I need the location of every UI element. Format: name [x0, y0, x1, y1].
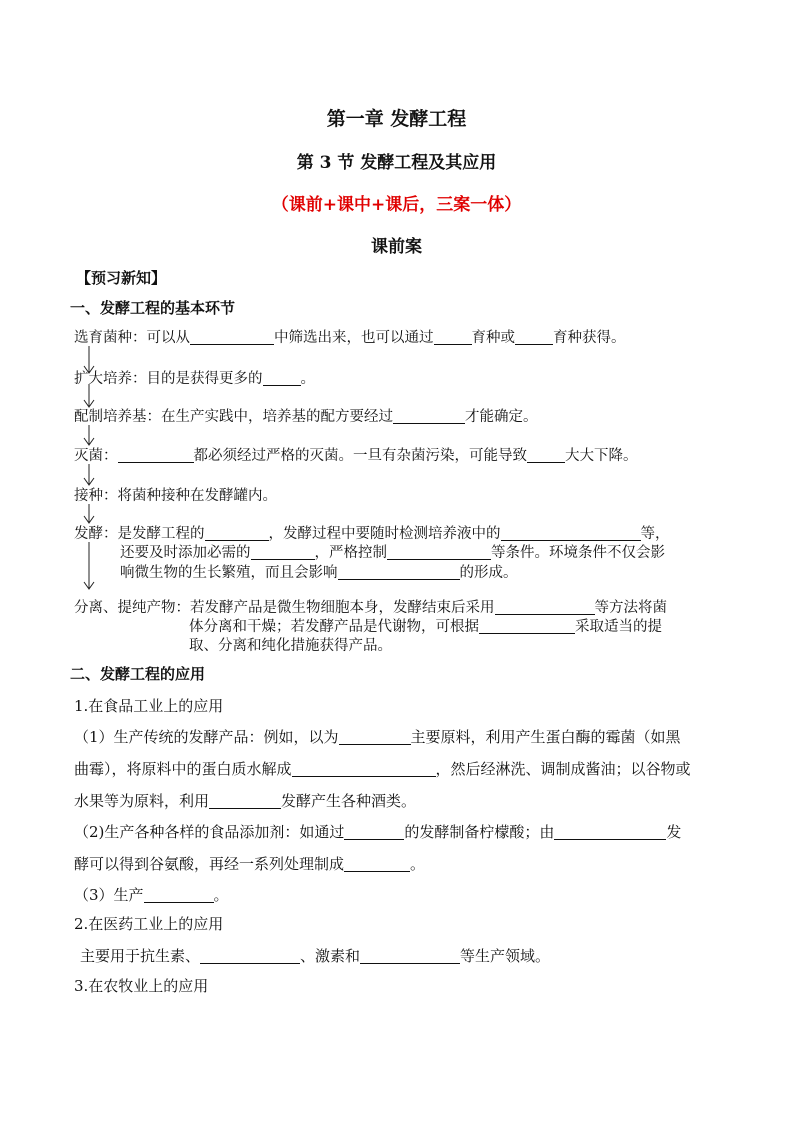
step-separate-line2 — [189, 617, 662, 637]
step-separate-line3 — [189, 636, 392, 656]
step4-text-b: 都必须经过严格的灭菌。一旦有杂菌污染，可能导致 — [193, 448, 527, 464]
step4-text-a: 灭菌： — [74, 448, 118, 464]
food-p2-text-c: 发 — [666, 823, 682, 841]
step6-text-g: 响微生物的生长繁殖，而且会影响 — [120, 565, 338, 581]
step7-text-a: 分离、提纯产物：若发酵产品是微生物细胞本身，发酵结束后采用 — [74, 600, 495, 616]
step1-text-a: 选育菌种：可以从 — [74, 330, 190, 346]
food-p3-text-b: 。 — [213, 886, 229, 904]
blank-medium-formula[interactable] — [393, 407, 465, 424]
preview-heading: 【预习新知】 — [76, 269, 167, 287]
step-ferment-line2 — [120, 543, 665, 563]
blank-sterilize-object[interactable] — [118, 446, 194, 463]
food-p2-text-b: 的发酵制备柠檬酸；由 — [404, 823, 555, 841]
step1-text-c: 育种或 — [471, 330, 515, 346]
subtitle: （课前+课中+课后，三案一体） — [271, 195, 522, 215]
food-p2-text-a: （2)生产各种各样的食品添加剂：如通过 — [74, 823, 345, 841]
blank-separate-basis[interactable] — [479, 617, 575, 634]
step6-text-b: ，发酵过程中要随时检测培养液中的 — [268, 526, 501, 542]
step4-text-c: 大大下降。 — [565, 448, 638, 464]
blank-breeding-1[interactable] — [434, 328, 472, 345]
step3-text-a: 配制培养基：在生产实践中，培养基的配方要经过 — [74, 409, 393, 425]
medicine-text-a: 主要用于抗生素、 — [80, 947, 201, 965]
blank-breeding-2[interactable] — [515, 328, 553, 345]
food-p2-text-d: 酵可以得到谷氨酸，再经一系列处理制成 — [74, 855, 345, 873]
blank-medicine-2[interactable] — [360, 947, 460, 964]
step6-text-f: 等条件。环境条件不仅会影 — [491, 545, 665, 561]
medicine-text-c: 等生产领域。 — [460, 947, 551, 965]
step-expand-culture — [74, 369, 315, 389]
step6-text-h: 的形成。 — [459, 565, 518, 581]
step-sterilize — [74, 446, 638, 466]
food-p1-text-e: 水果等为原料，利用 — [74, 792, 210, 810]
step5-text-a: 接种：将菌种接种在发酵罐内。 — [74, 488, 277, 504]
step7-text-e: 取、分离和纯化措施获得产品。 — [189, 638, 392, 654]
step-inoculate — [74, 486, 277, 506]
step-ferment-line3 — [120, 563, 518, 583]
blank-separate-method[interactable] — [495, 598, 595, 615]
medicine-text-b: 、激素和 — [300, 947, 361, 965]
agriculture-title: 3.在农牧业上的应用 — [74, 977, 209, 995]
step7-text-b: 等方法将菌 — [594, 600, 667, 616]
blank-ferment-control[interactable] — [387, 543, 491, 560]
step-select-strain — [74, 328, 626, 348]
step1-text-d: 育种获得。 — [553, 330, 626, 346]
food-p3-line — [74, 885, 229, 905]
step7-text-c: 体分离和干燥；若发酵产品是代谢物，可根据 — [189, 619, 479, 635]
blank-ferment-detect[interactable] — [501, 524, 641, 541]
food-p1-text-a: （1）生产传统的发酵产品：例如，以为 — [74, 728, 339, 746]
food-p1-text-f: 发酵产生各种酒类。 — [281, 792, 417, 810]
food-p1-line2 — [74, 759, 691, 779]
blank-glutamic-source[interactable] — [554, 823, 666, 840]
food-p1-text-d: ，然后经淋洗、调制成酱油；以谷物或 — [435, 760, 691, 778]
food-p3-text-a: （3）生产 — [74, 886, 144, 904]
step-prepare-medium — [74, 407, 538, 427]
section-title: 第 3 节 发酵工程及其应用 — [296, 153, 497, 173]
food-industry-title: 1.在食品工业上的应用 — [74, 697, 224, 715]
step-ferment-line1 — [74, 524, 670, 544]
food-p2-text-e: 。 — [410, 855, 426, 873]
food-p2-line2 — [74, 854, 425, 874]
blank-medicine-1[interactable] — [200, 947, 300, 964]
blank-culture-goal[interactable] — [263, 369, 301, 386]
step2-text-a: 扩大培养：目的是获得更多的 — [74, 371, 263, 387]
blank-food-hydrolysate[interactable] — [292, 760, 436, 777]
blank-decline[interactable] — [527, 446, 565, 463]
step3-text-b: 才能确定。 — [465, 409, 538, 425]
food-p2-line1 — [74, 822, 681, 842]
blank-ferment-core[interactable] — [205, 524, 269, 541]
medicine-industry-title: 2.在医药工业上的应用 — [74, 915, 224, 933]
blank-ferment-add[interactable] — [251, 543, 315, 560]
step6-text-c: 等， — [640, 526, 670, 542]
part-title: 课前案 — [371, 237, 422, 257]
step6-text-a: 发酵：是发酵工程的 — [74, 526, 205, 542]
blank-food-yeast[interactable] — [209, 792, 281, 809]
blank-msg[interactable] — [344, 855, 410, 872]
step6-text-e: ，严格控制 — [314, 545, 387, 561]
blank-food-material[interactable] — [339, 728, 411, 745]
medicine-line — [80, 946, 550, 966]
section1-heading: 一、发酵工程的基本环节 — [70, 299, 236, 317]
food-p1-line3 — [74, 791, 416, 811]
step6-text-d: 还要及时添加必需的 — [120, 545, 251, 561]
blank-ferment-product[interactable] — [338, 563, 460, 580]
step-separate-line1 — [74, 598, 667, 618]
step2-text-b: 。 — [300, 371, 315, 387]
section2-heading: 二、发酵工程的应用 — [70, 665, 206, 683]
step7-text-d: 采取适当的提 — [575, 619, 662, 635]
blank-citric-acid-source[interactable] — [344, 823, 404, 840]
blank-produce[interactable] — [144, 886, 214, 903]
food-p1-text-c: 曲霉），将原料中的蛋白质水解成 — [74, 760, 292, 778]
chapter-title: 第一章 发酵工程 — [326, 108, 467, 130]
food-p1-line1 — [74, 727, 681, 747]
step1-text-b: 中筛选出来，也可以通过 — [274, 330, 434, 346]
blank-source[interactable] — [190, 328, 274, 345]
food-p1-text-b: 主要原料，利用产生蛋白酶的霉菌（如黑 — [410, 728, 681, 746]
